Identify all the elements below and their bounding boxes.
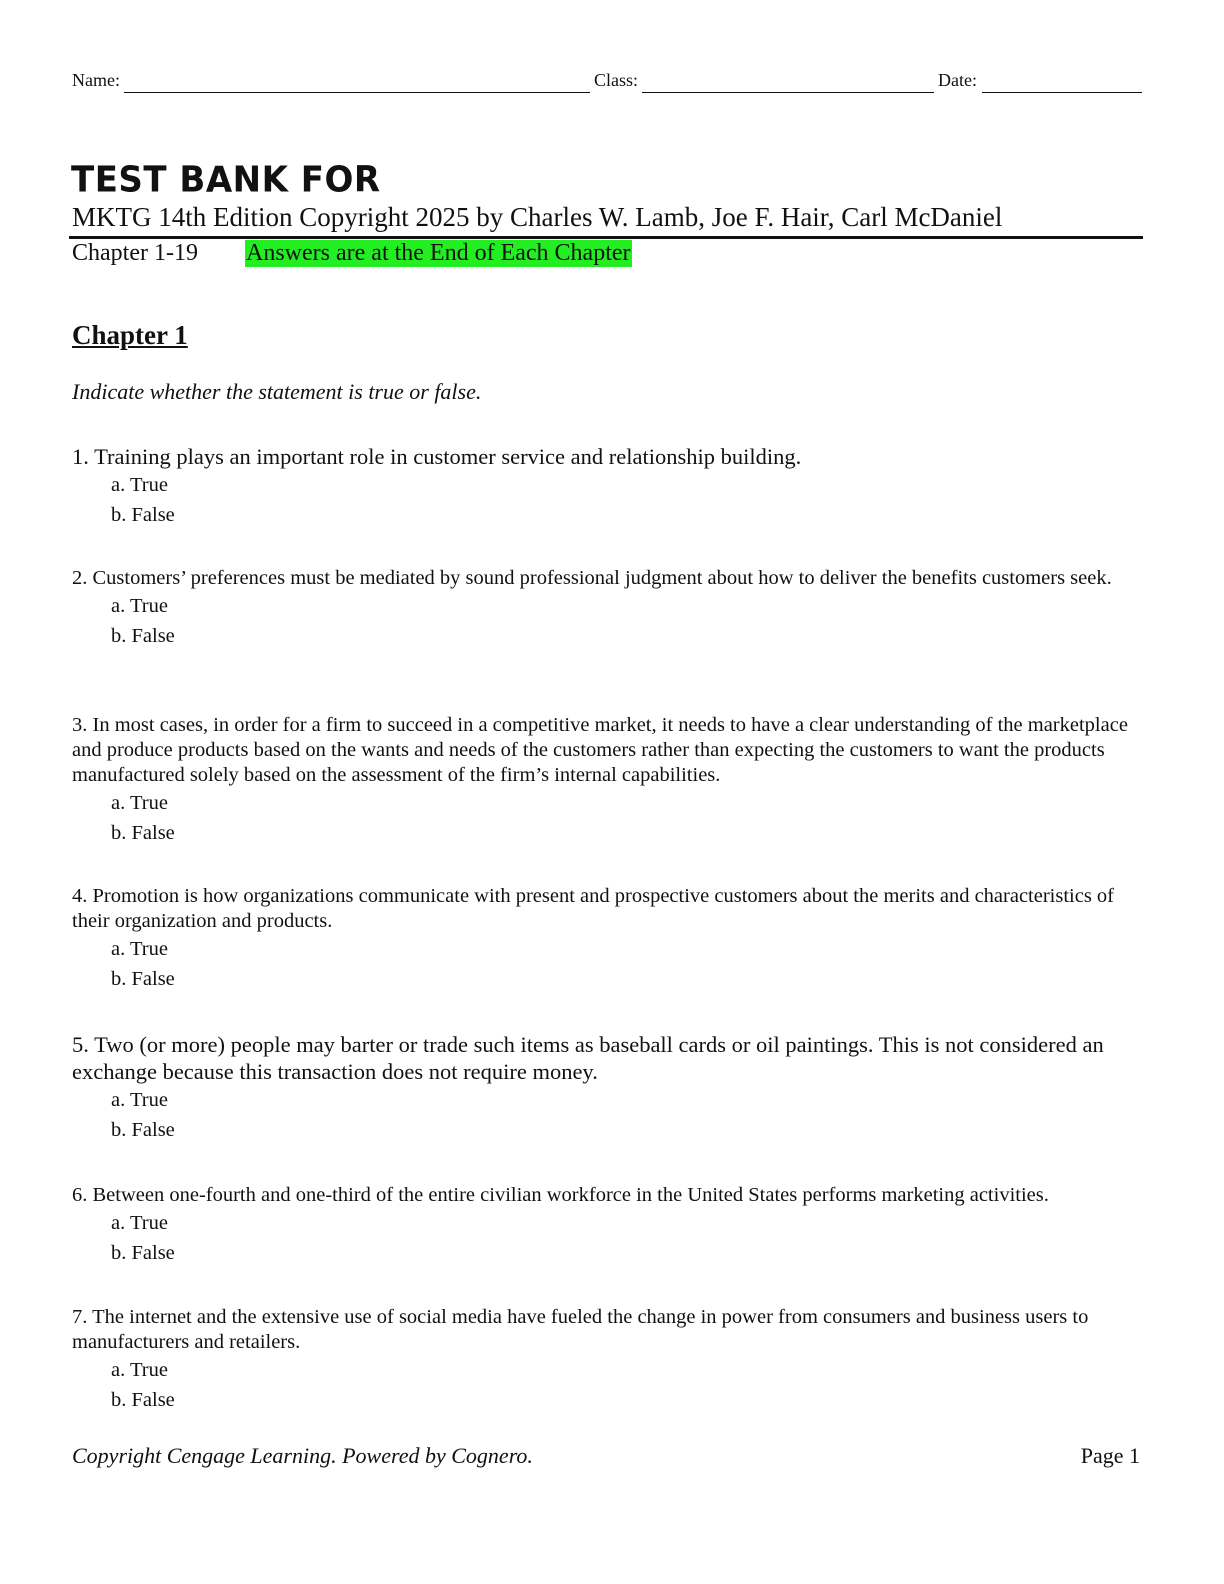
option-true: a. True	[111, 1089, 168, 1111]
instruction-text: Indicate whether the statement is true or false.	[72, 379, 482, 404]
footer-copyright: Copyright Cengage Learning. Powered by Cognero.	[72, 1443, 533, 1468]
option-true: a. True	[111, 474, 168, 496]
title-divider	[69, 236, 1143, 239]
question-item	[72, 884, 1147, 994]
page-number: Page 1	[1080, 1443, 1140, 1468]
name-label: Name:	[72, 70, 120, 90]
option-true: a. True	[111, 595, 168, 617]
test-bank-title: TEST BANK FOR	[71, 159, 381, 201]
class-field[interactable]	[642, 92, 934, 93]
question-item	[72, 1305, 1147, 1415]
question-text: 2. Customers’ preferences must be mediated by sound professional judgment about how to deliver the benefits customers seek.	[72, 567, 1112, 589]
option-false: b. False	[111, 1242, 175, 1264]
option-true: a. True	[111, 1359, 168, 1381]
question-item	[72, 443, 1147, 530]
question-text: 6. Between one-fourth and one-third of the entire civilian workforce in the United States performs marketing activities.	[72, 1184, 1049, 1206]
date-field[interactable]	[982, 92, 1142, 93]
option-false: b. False	[111, 625, 175, 647]
name-field[interactable]	[124, 92, 590, 93]
question-item	[72, 1183, 1147, 1268]
question-text: 7. The internet and the extensive use of social media have fueled the change in power from consumers and business users to manufacturers and retailers.	[72, 1306, 1089, 1353]
question-item	[72, 566, 1147, 651]
class-label: Class:	[594, 70, 639, 90]
option-false: b. False	[111, 822, 175, 844]
answers-note-highlight: Answers are at the End of Each Chapter	[246, 240, 631, 266]
option-false: b. False	[111, 504, 175, 526]
chapter-range: Chapter 1-19	[72, 240, 198, 266]
header-fields	[72, 70, 1142, 96]
option-false: b. False	[111, 1389, 175, 1411]
question-text: 4. Promotion is how organizations communicate with present and prospective customers about the merits and characteristics of their organization and products.	[72, 885, 1115, 932]
date-label: Date:	[938, 70, 977, 90]
option-false: b. False	[111, 1119, 175, 1141]
option-true: a. True	[111, 1212, 168, 1234]
option-true: a. True	[111, 792, 168, 814]
question-text: 3. In most cases, in order for a firm to succeed in a competitive market, it needs to have a clear understanding of the marketplace and produce products based on the wants and needs of the customers rather than expecting the customers to want the products manufactured solely based on the assessment of the firm’s internal capabilities.	[72, 714, 1128, 786]
book-subtitle: MKTG 14th Edition Copyright 2025 by Charles W. Lamb, Joe F. Hair, Carl McDaniel	[72, 202, 1003, 232]
question-item	[72, 713, 1147, 848]
option-false: b. False	[111, 968, 175, 990]
chapter-heading: Chapter 1	[72, 320, 188, 350]
question-text: 5. Two (or more) people may barter or trade such items as baseball cards or oil paintings. This is not considered an exchange because this transaction does not require money.	[72, 1032, 1104, 1084]
question-text: 1. Training plays an important role in customer service and relationship building.	[72, 444, 802, 469]
option-true: a. True	[111, 938, 168, 960]
question-item	[72, 1031, 1147, 1145]
